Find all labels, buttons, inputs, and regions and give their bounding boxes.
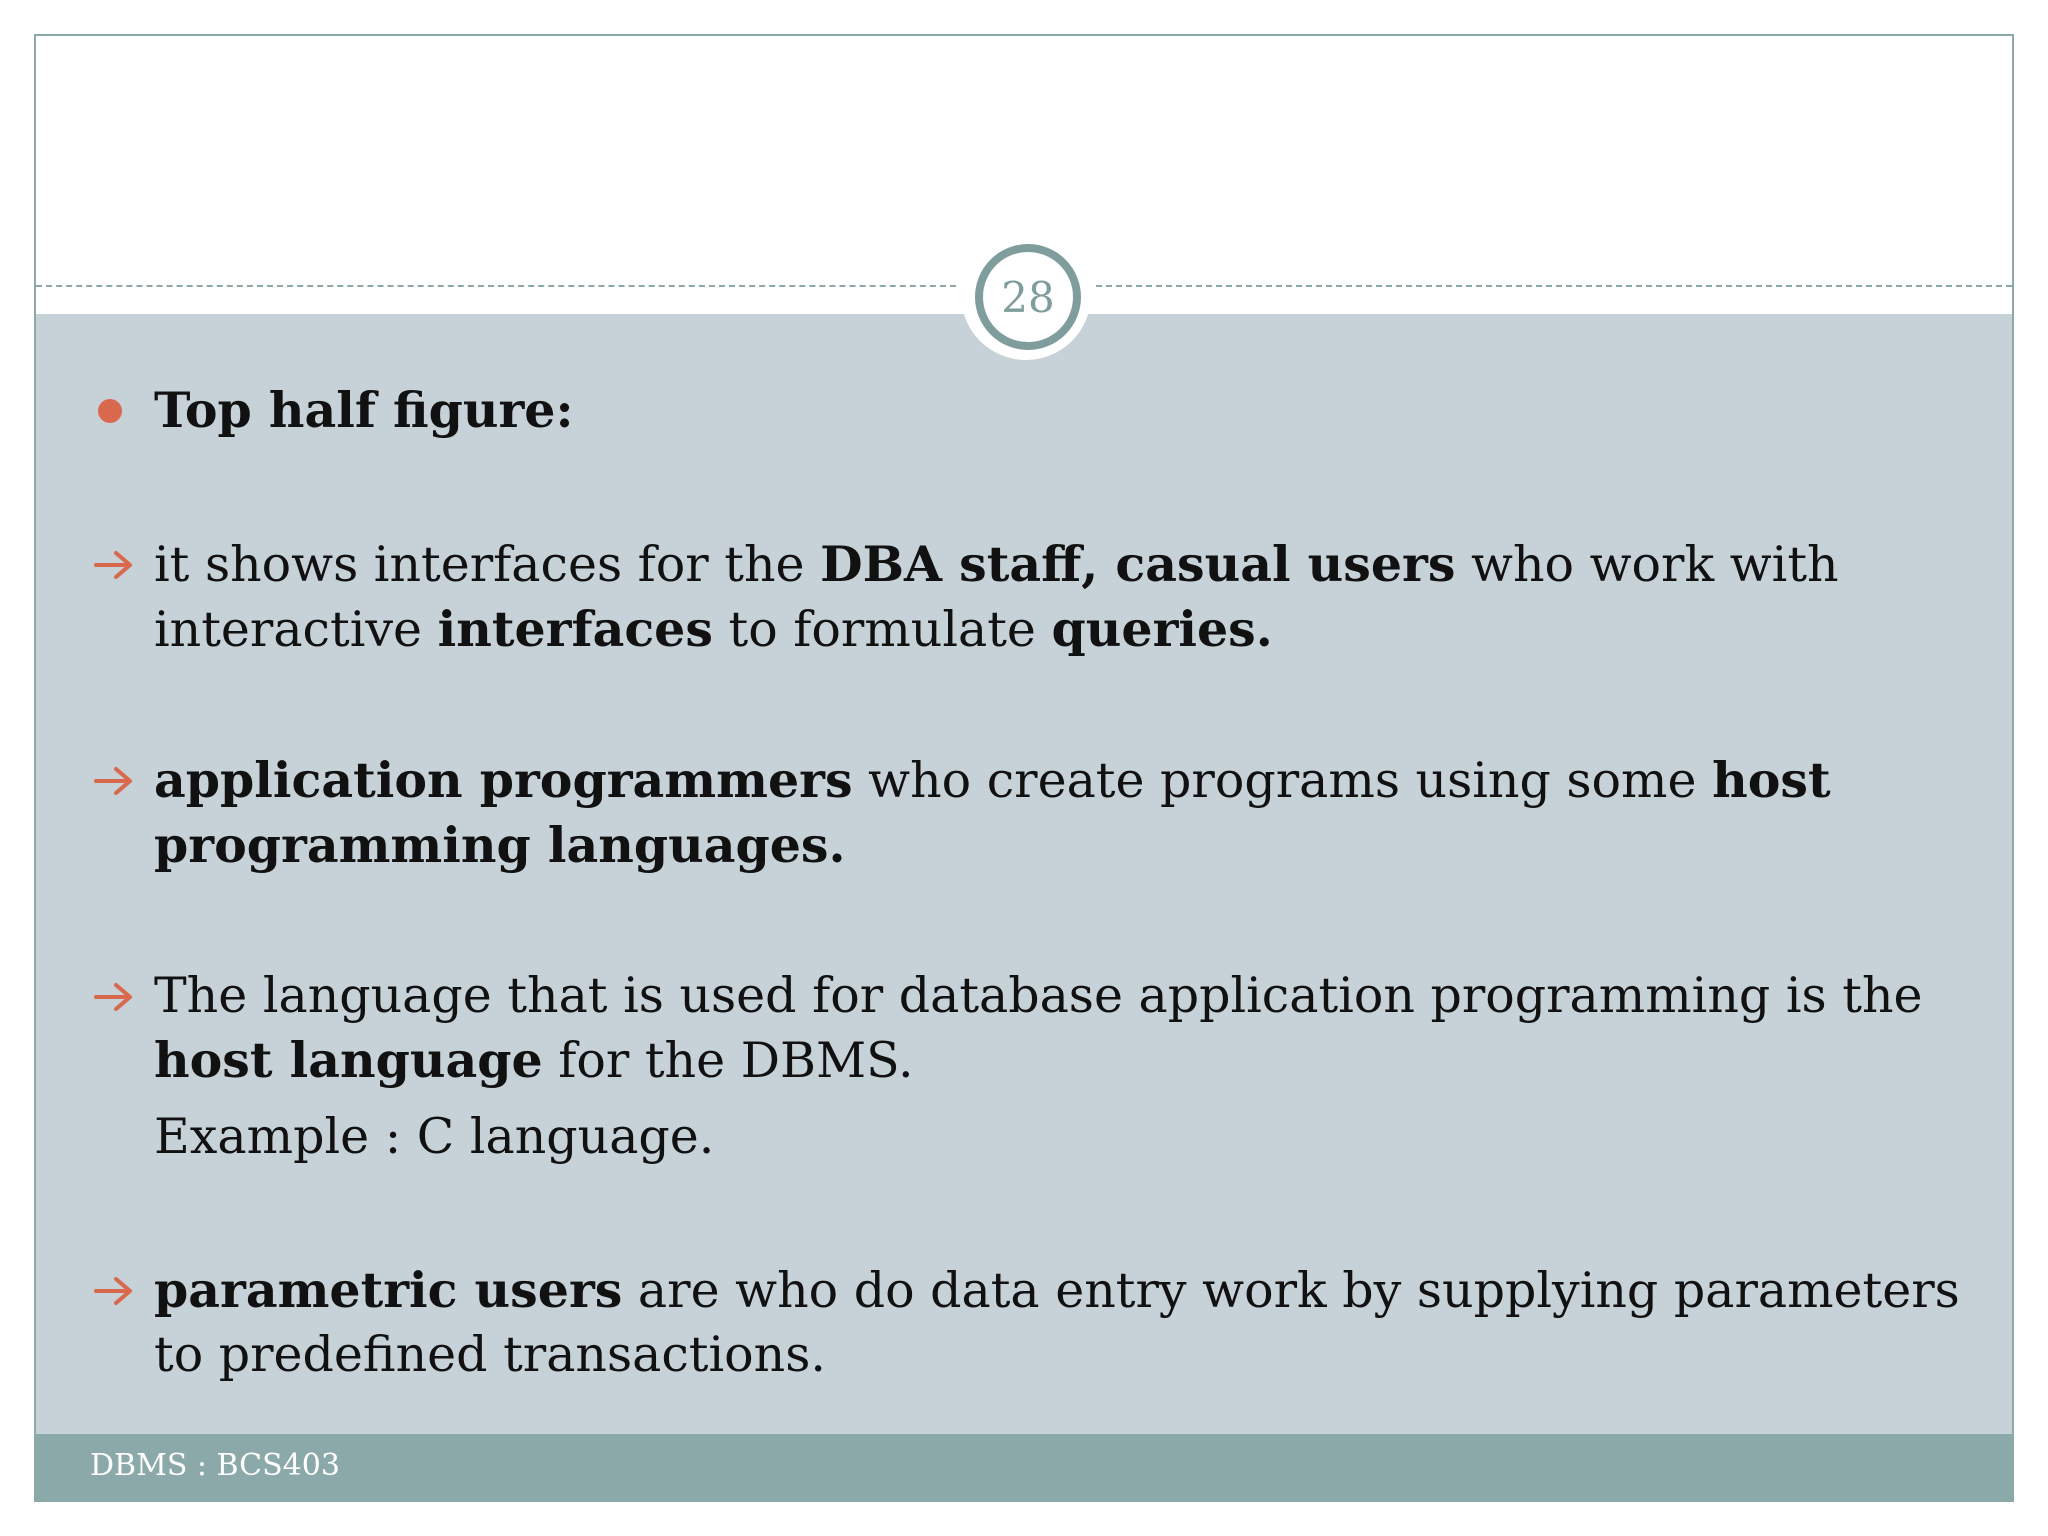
arrow-right-icon bbox=[92, 980, 136, 1014]
page-number-badge bbox=[961, 230, 1091, 360]
point-2 bbox=[154, 748, 1994, 878]
slide-footer bbox=[36, 1434, 2012, 1502]
page-number-ring bbox=[975, 244, 1081, 350]
point-3-example: Example : C language. bbox=[154, 1108, 715, 1165]
arrow-right-icon bbox=[92, 764, 136, 798]
point-4-seg-1: parametric users bbox=[154, 1261, 623, 1319]
point-2-seg-1: application programmers bbox=[154, 751, 853, 809]
point-3 bbox=[154, 964, 1994, 1169]
header-divider-right bbox=[1096, 285, 2012, 287]
point-2-seg-3: host programming languages. bbox=[154, 751, 1831, 874]
point-1-seg-4: interfaces bbox=[437, 600, 713, 658]
point-1-seg-1: it shows interfaces for the bbox=[154, 536, 821, 593]
point-4-seg-2: are who do data entry work by supplying parameters to predefined transactions. bbox=[154, 1262, 1960, 1383]
heading-text: Top half figure: bbox=[154, 381, 574, 439]
point-3-seg-2: host language bbox=[154, 1031, 543, 1089]
point-1 bbox=[154, 532, 1994, 662]
bullet-dot-icon bbox=[98, 399, 122, 423]
page-number: 28 bbox=[1001, 272, 1055, 322]
arrow-right-icon bbox=[92, 548, 136, 582]
point-1-seg-2: DBA staff, casual users bbox=[820, 535, 1456, 593]
footer-text: DBMS : BCS403 bbox=[90, 1448, 340, 1483]
point-2-seg-2: who create programs using some bbox=[852, 752, 1713, 809]
point-3-seg-1: The language that is used for database application programming is the bbox=[154, 967, 1923, 1024]
arrow-right-icon bbox=[92, 1274, 136, 1308]
header-divider-left bbox=[36, 285, 956, 287]
slide bbox=[34, 34, 2014, 1502]
point-4 bbox=[154, 1258, 1994, 1387]
point-1-seg-5: to formulate bbox=[712, 601, 1052, 658]
point-3-seg-3: for the DBMS. bbox=[542, 1032, 914, 1089]
point-1-seg-6: queries. bbox=[1051, 600, 1273, 658]
heading-item bbox=[154, 378, 1994, 443]
point-1-seg-3: who work with interactive bbox=[154, 536, 1839, 658]
